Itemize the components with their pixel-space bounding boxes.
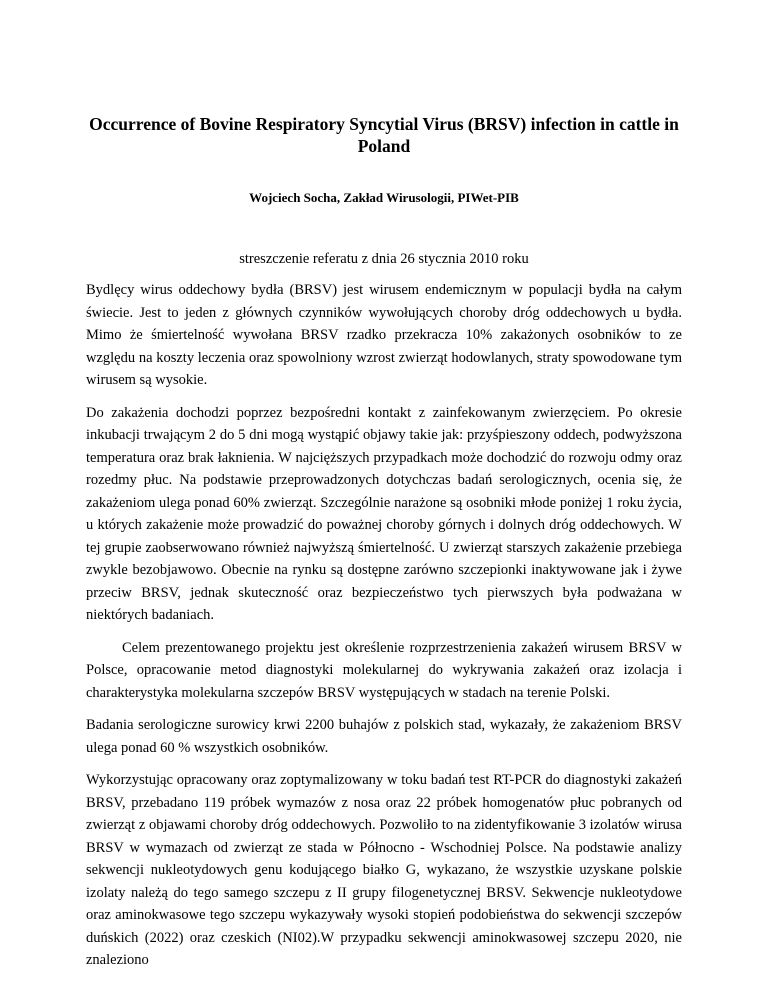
paragraph-serology: Badania serologiczne surowicy krwi 2200 buhajów z polskich stad, wykazały, że zakażeniom BRSV ulega ponad 60 % wszystkich osobników. xyxy=(86,717,682,756)
author-line: Wojciech Socha, Zakład Wirusologii, PIWet-PIB xyxy=(249,190,519,205)
document-title: Occurrence of Bovine Respiratory Syncytial Virus (BRSV) infection in cattle in Poland xyxy=(89,114,679,156)
paragraph-project-aim: Celem prezentowanego projektu jest określenie rozprzestrzenienia zakażeń wirusem BRSV w Polsce, opracowanie metod diagnostyki molekularnej do wykrywania zakażeń oraz izolacja i charakterystyka molekularna szczepów BRSV występujących w stadach na terenie Polski. xyxy=(86,639,682,701)
paragraph-infection: Do zakażenia dochodzi poprzez bezpośredni kontakt z zainfekowanym zwierzęciem. Po okresie inkubacji trwającym 2 do 5 dni mogą wystąpić objawy takie jak: przyśpieszony oddech, podwyższona temperatura oraz brak łaknienia. W najcięższych przypadkach może dochodzić do rozwoju odmy oraz rozedmy płuc. Na podstawie przeprowadzonych dotychczas badań serologicznych, ocenia się, że zakażeniom ulega ponad 60% zwierząt. Szczególnie narażone są osobniki młode poniżej 1 roku życia, u których zakażenie może prowadzić do poważnej choroby górnych i dolnych dróg oddechowych. W tej grupie zaobserwowano również najwyższą śmiertelność. U zwierząt starszych zakażenie przebiega zwykle bezobjawowo. Obecnie na rynku są dostępne zarówno szczepionki inaktywowane jak i żywe przeciw BRSV, jednak skuteczność oraz bezpieczeństwo tych pierwszych była podważana w niektórych badaniach. xyxy=(86,404,682,623)
paragraph-intro: Bydlęcy wirus oddechowy bydła (BRSV) jest wirusem endemicznym w populacji bydła na całym świecie. Jest to jeden z głównych czynników wywołujących choroby dróg oddechowych u bydła. Mimo że śmiertelność wywołana BRSV rzadko przekracza 10% zakażonych osobników to ze względu na koszty leczenia oraz spowolniony wzrost zwierząt hodowlanych, straty spowodowane tym wirusem są wysokie. xyxy=(86,282,682,388)
paragraph-rt-pcr: Wykorzystując opracowany oraz zoptymalizowany w toku badań test RT-PCR do diagnostyki zakażeń BRSV, przebadano 119 próbek wymazów z nosa oraz 22 próbek homogenatów płuc pobranych od zwierząt z objawami choroby dróg oddechowych. Pozwoliło to na zidentyfikowanie 3 izolatów wirusa BRSV w wymazach od zwierząt ze stada w Północno - Wschodniej Polsce. Na podstawie analizy sekwencji nukleotydowych genu kodującego białko G, wykazano, że wszystkie uzyskane polskie izolaty należą do tego samego szczepu z II grupy filogenetycznej BRSV. Sekwencje nukleotydowe oraz aminokwasowe tego szczepu wykazywały wysoki stopień podobieństwa do sekwencji szczepów duńskich (2022) oraz czeskich (NI02).W przypadku sekwencji aminokwasowej szczepu 2020, nie znaleziono xyxy=(86,772,682,968)
abstract-subtitle: streszczenie referatu z dnia 26 stycznia 2010 roku xyxy=(239,251,529,267)
